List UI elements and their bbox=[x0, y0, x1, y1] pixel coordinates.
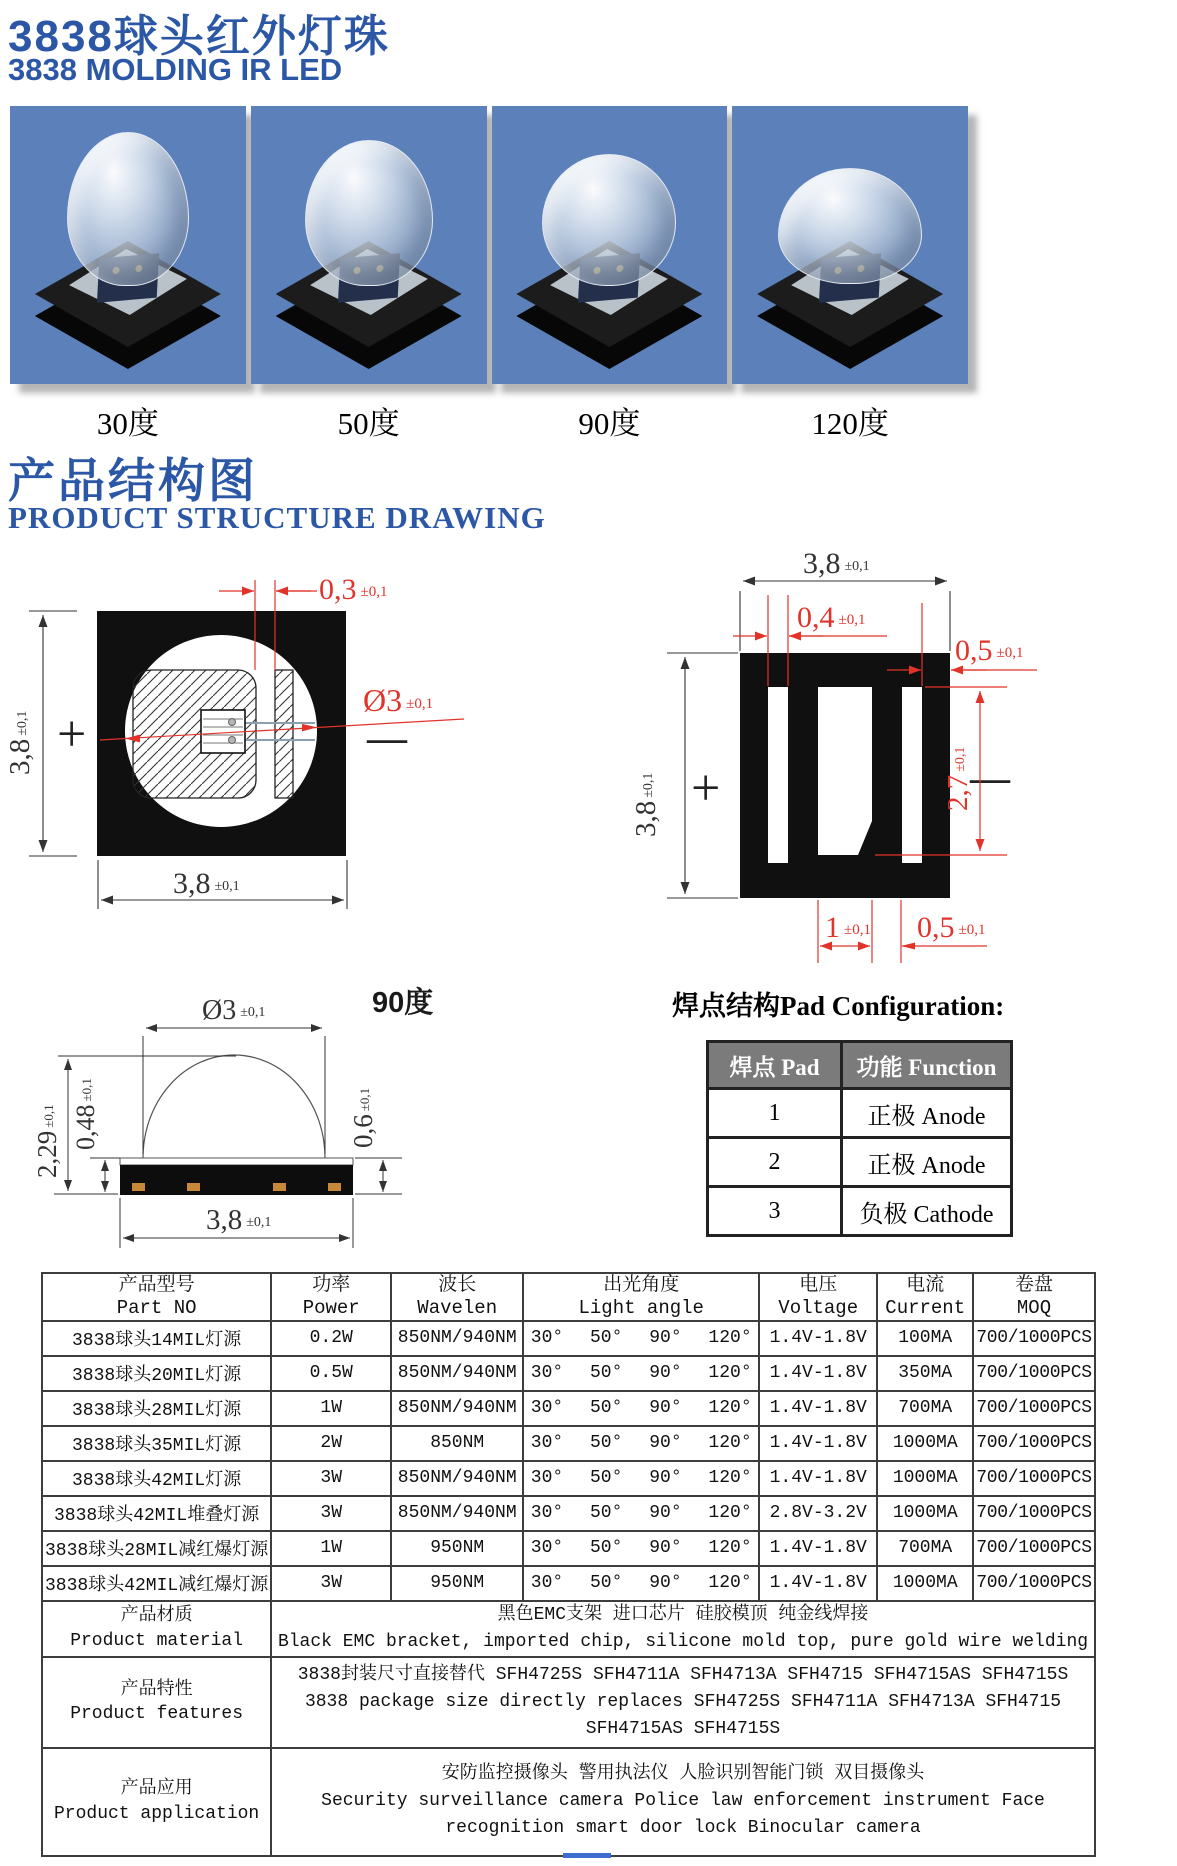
voltage: 1.4V-1.8V bbox=[759, 1391, 877, 1426]
spec-row bbox=[42, 1461, 1095, 1496]
current: 700MA bbox=[877, 1531, 973, 1566]
current: 1000MA bbox=[877, 1461, 973, 1496]
angles: 30° 50° 90° 120° bbox=[523, 1356, 759, 1391]
material-label: 产品材质 Product material bbox=[42, 1601, 271, 1657]
wavelength: 850NM/940NM bbox=[391, 1496, 523, 1531]
pad-dim-mid-slot-text: 1 ±0,1 bbox=[825, 911, 871, 944]
photo-angle-labels bbox=[10, 398, 968, 443]
side-view-angle-note: 90度 bbox=[372, 987, 434, 1019]
dim-lens-text: Ø3 ±0,1 bbox=[363, 682, 434, 718]
product-photo-30deg bbox=[10, 106, 246, 384]
side-view-package bbox=[120, 1055, 353, 1195]
part-no: 3838球头28MIL灯源 bbox=[42, 1391, 271, 1426]
pad-config-table bbox=[706, 1040, 1013, 1237]
moq: 700/1000PCS bbox=[973, 1566, 1095, 1601]
col-part-no: 产品型号 Part NO bbox=[42, 1273, 271, 1321]
pad-row-3 bbox=[708, 1187, 1012, 1236]
pad-config-heading: 焊点结构Pad Configuration: bbox=[672, 991, 1005, 1021]
voltage: 1.4V-1.8V bbox=[759, 1566, 877, 1601]
angle-label-50: 50度 bbox=[337, 406, 400, 441]
led-lens-dome bbox=[67, 132, 189, 286]
polarity-plus: + bbox=[57, 706, 87, 763]
power: 3W bbox=[271, 1566, 391, 1601]
spec-row bbox=[42, 1426, 1095, 1461]
angles: 30° 50° 90° 120° bbox=[523, 1391, 759, 1426]
spec-row bbox=[42, 1321, 1095, 1356]
features-row bbox=[42, 1657, 1095, 1748]
col-current: 电流 Current bbox=[877, 1273, 973, 1321]
col-power: 功率 Power bbox=[271, 1273, 391, 1321]
pad-function: 正极 Anode bbox=[842, 1089, 1012, 1138]
pad-dim-left-text: 3,8±0,1 bbox=[630, 772, 662, 837]
pad-number: 1 bbox=[708, 1089, 842, 1138]
power: 3W bbox=[271, 1461, 391, 1496]
pad-function: 正极 Anode bbox=[842, 1138, 1012, 1187]
angles: 30° 50° 90° 120° bbox=[523, 1321, 759, 1356]
voltage: 1.4V-1.8V bbox=[759, 1321, 877, 1356]
side-dim-lens-text: Ø3 ±0,1 bbox=[202, 995, 266, 1026]
angles: 30° 50° 90° 120° bbox=[523, 1566, 759, 1601]
pad-col-header: 焊点 Pad bbox=[708, 1042, 842, 1089]
pad-row-1 bbox=[708, 1089, 1012, 1138]
spec-row bbox=[42, 1356, 1095, 1391]
current: 100MA bbox=[877, 1321, 973, 1356]
col-light-angle: 出光角度 Light angle bbox=[523, 1273, 759, 1321]
angles: 30° 50° 90° 120° bbox=[523, 1461, 759, 1496]
power: 3W bbox=[271, 1496, 391, 1531]
pad-number: 3 bbox=[708, 1187, 842, 1236]
spec-header-row bbox=[42, 1273, 1095, 1321]
voltage: 1.4V-1.8V bbox=[759, 1531, 877, 1566]
part-no: 3838球头42MIL减红爆灯源 bbox=[42, 1566, 271, 1601]
angle-label-30: 30度 bbox=[96, 406, 159, 441]
product-photo-90deg bbox=[492, 106, 728, 384]
part-no: 3838球头35MIL灯源 bbox=[42, 1426, 271, 1461]
moq: 700/1000PCS bbox=[973, 1391, 1095, 1426]
spec-row bbox=[42, 1496, 1095, 1531]
section-heading-cn: 产品结构图 bbox=[8, 454, 258, 507]
section-heading-en: PRODUCT STRUCTURE DRAWING bbox=[8, 500, 546, 535]
col-moq: 卷盘 MOQ bbox=[973, 1273, 1095, 1321]
spec-row bbox=[42, 1391, 1095, 1426]
part-no: 3838球头42MIL堆叠灯源 bbox=[42, 1496, 271, 1531]
led-lens-dome bbox=[542, 154, 676, 286]
angles: 30° 50° 90° 120° bbox=[523, 1496, 759, 1531]
wavelength: 950NM bbox=[391, 1531, 523, 1566]
col-wavelength: 波长 Wavelen bbox=[391, 1273, 523, 1321]
page-title-en: 3838 MOLDING IR LED bbox=[8, 52, 343, 87]
wavelength: 850NM/940NM bbox=[391, 1321, 523, 1356]
pad-dim-slot-text: 0,4 ±0,1 bbox=[797, 601, 866, 634]
moq: 700/1000PCS bbox=[973, 1461, 1095, 1496]
part-no: 3838球头28MIL减红爆灯源 bbox=[42, 1531, 271, 1566]
product-photos bbox=[10, 106, 968, 384]
side-dim-base-text: 0,6±0,1 bbox=[348, 1087, 378, 1148]
side-view-dim-body-height bbox=[90, 1158, 120, 1192]
spec-row bbox=[42, 1531, 1095, 1566]
current: 1000MA bbox=[877, 1566, 973, 1601]
part-no: 3838球头42MIL灯源 bbox=[42, 1461, 271, 1496]
power: 2W bbox=[271, 1426, 391, 1461]
wavelength: 850NM bbox=[391, 1426, 523, 1461]
material-row bbox=[42, 1601, 1095, 1657]
spec-row bbox=[42, 1566, 1095, 1601]
angle-label-120: 120度 bbox=[811, 406, 889, 441]
pad-polarity-plus: + bbox=[691, 760, 721, 817]
col-voltage: 电压 Voltage bbox=[759, 1273, 877, 1321]
power: 0.5W bbox=[271, 1356, 391, 1391]
pad-function: 负极 Cathode bbox=[842, 1187, 1012, 1236]
dim-bottom-text: 3,8 ±0,1 bbox=[173, 867, 240, 900]
pad-number: 2 bbox=[708, 1138, 842, 1187]
part-no: 3838球头14MIL灯源 bbox=[42, 1321, 271, 1356]
product-photo-50deg bbox=[251, 106, 487, 384]
current: 700MA bbox=[877, 1391, 973, 1426]
part-no: 3838球头20MIL灯源 bbox=[42, 1356, 271, 1391]
function-col-header: 功能 Function bbox=[842, 1042, 1012, 1089]
application-label: 产品应用 Product application bbox=[42, 1748, 271, 1856]
side-dim-body-text: 0,48±0,1 bbox=[71, 1078, 100, 1150]
current: 350MA bbox=[877, 1356, 973, 1391]
pad-polarity-minus: — bbox=[970, 755, 1010, 800]
angles: 30° 50° 90° 120° bbox=[523, 1531, 759, 1566]
moq: 700/1000PCS bbox=[973, 1496, 1095, 1531]
angles: 30° 50° 90° 120° bbox=[523, 1426, 759, 1461]
power: 0.2W bbox=[271, 1321, 391, 1356]
side-view-dim-base-height bbox=[355, 1158, 402, 1194]
voltage: 2.8V-3.2V bbox=[759, 1496, 877, 1531]
features-label: 产品特性 Product features bbox=[42, 1657, 271, 1748]
side-view-drawing bbox=[10, 986, 465, 1268]
wavelength: 850NM/940NM bbox=[391, 1461, 523, 1496]
application-row bbox=[42, 1748, 1095, 1856]
current: 1000MA bbox=[877, 1496, 973, 1531]
moq: 700/1000PCS bbox=[973, 1426, 1095, 1461]
spec-table bbox=[41, 1272, 1096, 1857]
material-value: 黑色EMC支架 进口芯片 硅胶模顶 纯金线焊接 Black EMC bracket, imported chip, silicone mold top, pure gold wire welding bbox=[271, 1601, 1095, 1657]
dim-gap-text: 0,3 ±0,1 bbox=[319, 573, 388, 606]
page-title-cn: 3838球头红外灯珠 bbox=[8, 12, 390, 61]
pad-view-package bbox=[740, 653, 950, 898]
dim-side-text: 3,8±0,1 bbox=[4, 710, 36, 775]
led-lens-dome bbox=[778, 168, 922, 284]
polarity-minus: — bbox=[367, 715, 407, 760]
product-photo-120deg bbox=[732, 106, 968, 384]
pad-dim-edge-top-text: 0,5 ±0,1 bbox=[955, 634, 1024, 667]
footer-accent-dash bbox=[563, 1853, 611, 1858]
power: 1W bbox=[271, 1531, 391, 1566]
current: 1000MA bbox=[877, 1426, 973, 1461]
moq: 700/1000PCS bbox=[973, 1531, 1095, 1566]
wavelength: 850NM/940NM bbox=[391, 1356, 523, 1391]
application-value: 安防监控摄像头 警用执法仪 人脸识别智能门锁 双目摄像头 Security surveillance camera Police law enforcement instrument Face recognition smart door lock Binocular camera bbox=[271, 1748, 1095, 1856]
led-lens-dome bbox=[305, 140, 433, 286]
pad-row-2 bbox=[708, 1138, 1012, 1187]
top-view-drawing bbox=[4, 553, 470, 925]
pad-dim-inner-text: 2,7±0,1 bbox=[942, 746, 974, 811]
pad-dim-top-text: 3,8 ±0,1 bbox=[803, 547, 870, 580]
side-dim-width-text: 3,8 ±0,1 bbox=[206, 1204, 272, 1236]
pad-view-drawing bbox=[555, 543, 1177, 975]
wavelength: 850NM/940NM bbox=[391, 1391, 523, 1426]
features-value: 3838封装尺寸直接替代 SFH4725S SFH4711A SFH4713A SFH4715 SFH4715AS SFH4715S 3838 package size directly replaces SFH4725S SFH4711A SFH4713A SFH4715 SFH4715AS SFH4715S bbox=[271, 1657, 1095, 1748]
power: 1W bbox=[271, 1391, 391, 1426]
wavelength: 950NM bbox=[391, 1566, 523, 1601]
pad-dim-edge-bottom-text: 0,5 ±0,1 bbox=[917, 911, 986, 944]
moq: 700/1000PCS bbox=[973, 1356, 1095, 1391]
angle-label-90: 90度 bbox=[578, 406, 641, 441]
voltage: 1.4V-1.8V bbox=[759, 1356, 877, 1391]
side-dim-total-text: 2,29±0,1 bbox=[32, 1104, 62, 1178]
voltage: 1.4V-1.8V bbox=[759, 1461, 877, 1496]
moq: 700/1000PCS bbox=[973, 1321, 1095, 1356]
voltage: 1.4V-1.8V bbox=[759, 1426, 877, 1461]
